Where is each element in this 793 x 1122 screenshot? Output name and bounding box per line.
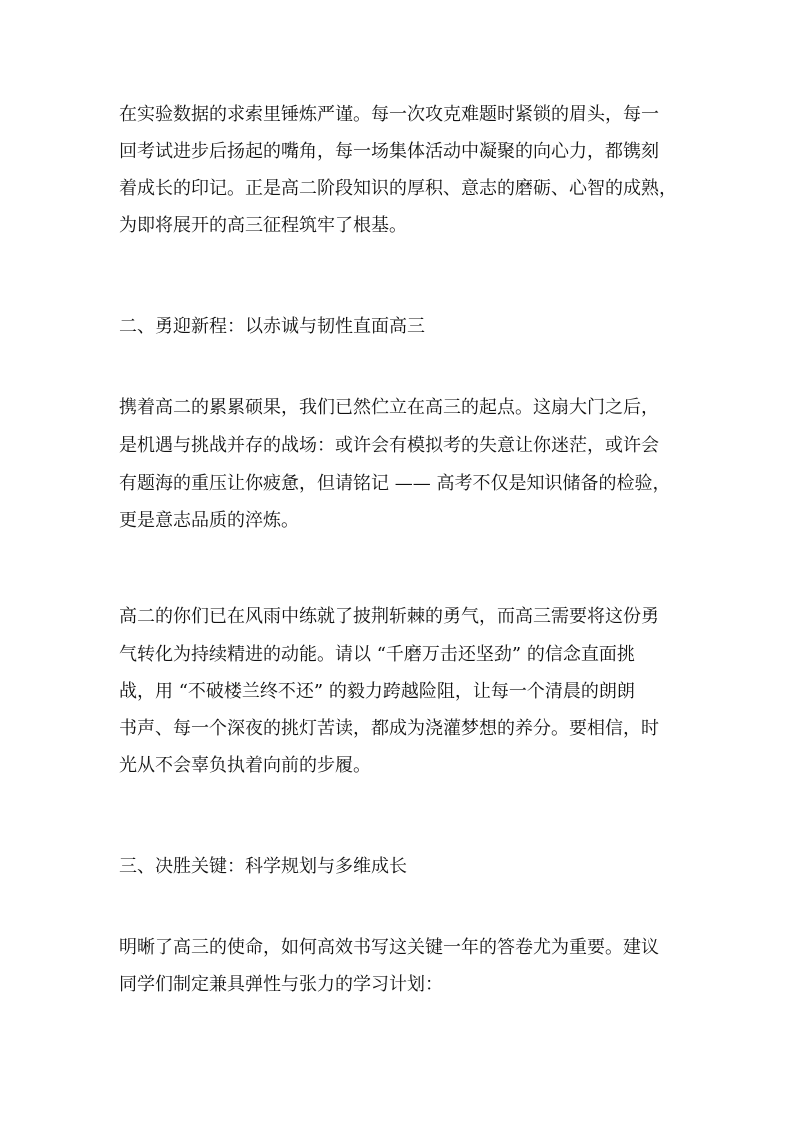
- paragraph-1-line-2: 回考试进步后扬起的嘴角，每一场集体活动中凝聚的向心力，都镌刻: [119, 141, 659, 162]
- section-heading-3: 三、决胜关键：科学规划与多维成长: [119, 856, 407, 877]
- paragraph-4-line-1: 明晰了高三的使命，如何高效书写这关键一年的答卷尤为重要。建议: [119, 937, 659, 958]
- paragraph-2-line-2: 是机遇与挑战并存的战场：或许会有模拟考的失意让你迷茫，或许会: [119, 435, 659, 456]
- paragraph-2-line-1: 携着高二的累累硕果，我们已然伫立在高三的起点。这扇大门之后，: [119, 397, 659, 418]
- paragraph-4-line-2: 同学们制定兼具弹性与张力的学习计划：: [119, 974, 443, 995]
- paragraph-1-line-1: 在实验数据的求索里锤炼严谨。每一次攻克难题时紧锁的眉头，每一: [119, 104, 659, 125]
- paragraph-3-line-5: 光从不会辜负执着向前的步履。: [119, 755, 371, 776]
- paragraph-3-line-1: 高二的你们已在风雨中练就了披荆斩棘的勇气，而高三需要将这份勇: [119, 606, 659, 627]
- section-heading-2: 二、勇迎新程：以赤诚与韧性直面高三: [119, 316, 425, 337]
- paragraph-2-line-4: 更是意志品质的淬炼。: [119, 510, 299, 531]
- paragraph-1-line-3: 着成长的印记。正是高二阶段知识的厚积、意志的磨砺、心智的成熟，: [119, 178, 677, 199]
- paragraph-3-line-2: 气转化为持续精进的动能。请以 “千磨万击还坚劲” 的信念直面挑: [119, 644, 635, 665]
- paragraph-3-line-4: 书声、每一个深夜的挑灯苦读，都成为浇灌梦想的养分。要相信，时: [119, 718, 659, 739]
- paragraph-1-line-4: 为即将展开的高三征程筑牢了根基。: [119, 215, 407, 236]
- paragraph-3-line-3: 战，用 “不破楼兰终不还” 的毅力跨越险阻，让每一个清晨的朗朗: [119, 681, 635, 702]
- paragraph-2-line-3: 有题海的重压让你疲惫，但请铭记 —— 高考不仅是知识储备的检验，: [119, 473, 671, 494]
